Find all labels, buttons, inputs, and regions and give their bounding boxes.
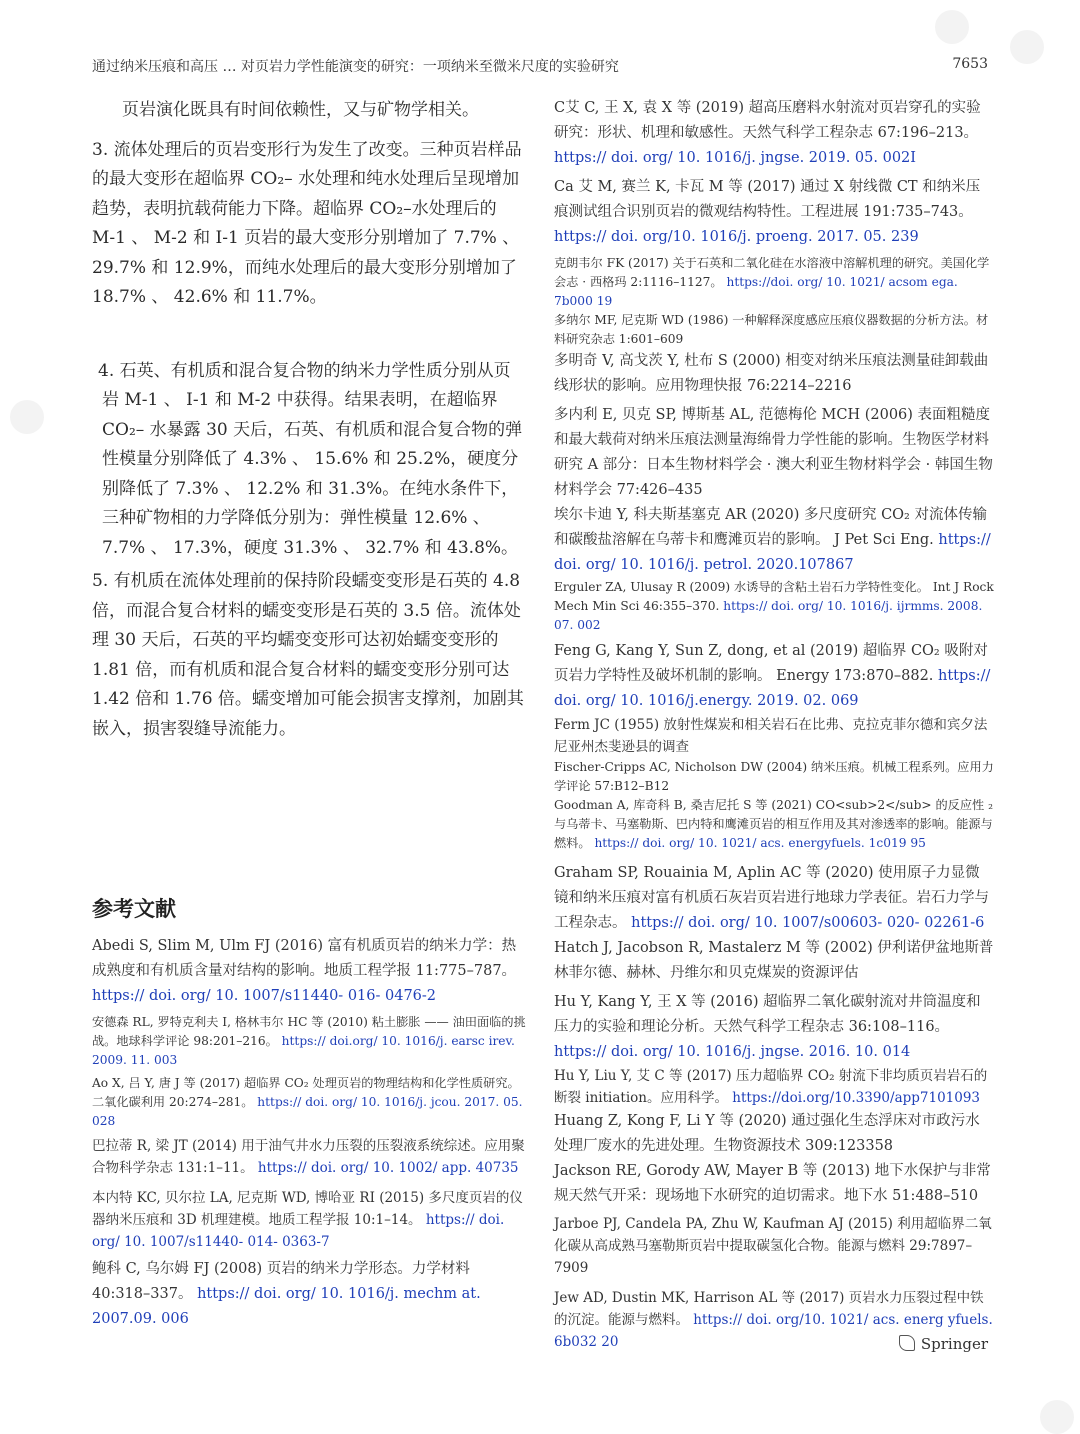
reference-item: 多纳尔 MF, 尼克斯 WD (1986) 一种解释深度感应压痕仪器数据的分析方法。材料研究杂志 1:601–609: [554, 313, 989, 346]
reference-item: Jackson RE, Gorody AW, Mayer B 等 (2013) 地下水保护与非常规天然气开采：现场地下水研究的迫切需求。地下水 51:488–510: [554, 1163, 991, 1204]
doi-link[interactable]: https:// doi.org/ 10. 1016/j. earsc irev. 2009. 11. 003: [92, 1034, 515, 1067]
reference-item: Abedi S, Slim M, Ulm FJ (2016) 富有机质页岩的纳米力学：热成熟度和有机质含量对结构的影响。地质工程学报 11:775–787。 https:// doi. org/ 10. 1007/s11440- 016- 0476-2: [92, 938, 517, 1004]
doi-link[interactable]: https://doi.org/10.3390/app7101093: [732, 1090, 981, 1106]
running-header: [92, 56, 988, 80]
conclusions-column: [92, 96, 524, 744]
reference-item: 本内特 KC, 贝尔拉 LA, 尼克斯 WD, 博哈亚 RI (2015) 多尺度页岩的仪器纳米压痕和 3D 机理建模。地质工程学报 10:1–14。 https:// doi. org/ 10. 1007/s11440- 014- 0363-7: [92, 1190, 523, 1250]
conclusion-paragraph: 4. 石英、有机质和混合复合物的纳米力学性质分别从页岩 M-1 、 I-1 和 M-2 中获得。结果表明，在超临界 CO₂– 水暴露 30 天后，石英、有机质和混合复合物的弹性模量分别降低了 4.3% 、 15.6% 和 25.2%，硬度分别降低了 7.3% 、 12.2% 和 31.3%。在纯水条件下，三种矿物相的力学降低分别为：弹性模量 12.6% 、 7.7% 、 17.3%，硬度 31.3% 、 32.7% 和 43.8%。: [98, 360, 523, 558]
reference-item: 安德森 RL, 罗特克利夫 I, 格林韦尔 HC 等 (2010) 粘土膨胀 —— 油田面临的挑战。地球科学评论 98:201–216。 https:// doi.org/ 10. 1016/j. earsc irev. 2009. 11. 003: [92, 1015, 526, 1067]
conclusion-paragraph: 3. 流体处理后的页岩变形行为发生了改变。三种页岩样品的最大变形在超临界 CO₂– 水处理和纯水处理后呈现增加趋势，表明抗载荷能力下降。超临界 CO₂–水处理后的 M-1 、 M-2 和 I-1 页岩的最大变形分别增加了 7.7% 、 29.7% 和 12.9%，而纯水处理后的最大变形分别增加了 18.7% 、 42.6% 和 11.7%。: [92, 139, 522, 307]
reference-item: Graham SP, Rouainia M, Aplin AC 等 (2020) 使用原子力显微镜和纳米压痕对富有机质石灰岩页岩进行地球力学表征。岩石力学与工程杂志。 https:// doi. org/ 10. 1007/s00603- 020- 02261-6: [554, 865, 989, 931]
reference-item: Feng G, Kang Y, Sun Z, dong, et al (2019) 超临界 CO₂ 吸附对页岩力学特性及破坏机制的影响。 Energy 173:870–882. https:// doi. org/ 10. 1016/j.energy. 2019. 02. 069: [554, 643, 991, 709]
reference-item: 多明奇 V, 高戈茨 Y, 杜布 S (2000) 相变对纳米压痕法测量硅卸载曲线形状的影响。应用物理快报 76:2214–2216: [554, 353, 989, 394]
reference-item: Jarboe PJ, Candela PA, Zhu W, Kaufman AJ (2015) 利用超临界二氧化碳从高成熟马塞勒斯页岩中提取碳氢化合物。能源与燃料 29:7897–7909: [554, 1216, 992, 1276]
reference-item: Hatch J, Jacobson R, Mastalerz M 等 (2002) 伊利诺伊盆地斯普林菲尔德、赫林、丹维尔和贝克煤炭的资源评估: [554, 940, 994, 981]
doi-link[interactable]: https:// doi. org/ 10. 1007/s11440- 016- 0476-2: [92, 988, 437, 1004]
doi-link[interactable]: https:// doi. org/ 10. 1007/s11440- 014- 0363-7: [92, 1212, 505, 1250]
reference-item: Jew AD, Dustin MK, Harrison AL 等 (2017) 页岩水力压裂过程中铁的沉淀。能源与燃料。 https:// doi. org/10. 1021/ acs. energ yfuels. 6b032 20: [554, 1290, 993, 1350]
watermark-icon: [10, 400, 44, 434]
references-heading: 参考文献: [92, 896, 176, 921]
doi-link[interactable]: https:// doi. org/ 10. 1016/j. jcou. 2017. 05. 028: [92, 1095, 523, 1128]
references-left-column: [92, 934, 528, 1332]
reference-item: Fischer-Cripps AC, Nicholson DW (2004) 纳米压痕。机械工程系列。应用力学评论 57:B12–B12: [554, 760, 994, 793]
reference-item: Ao X, 吕 Y, 唐 J 等 (2017) 超临界 CO₂ 处理页岩的物理结构和化学性质研究。二氧化碳利用 20:274–281。 https:// doi. org/ 10. 1016/j. jcou. 2017. 05. 028: [92, 1076, 523, 1128]
watermark-icon: [935, 10, 969, 44]
doi-link[interactable]: https:// doi. org/ 10. 1016/j. mechm at. 2007.09. 006: [92, 1286, 481, 1327]
reference-item: 多内利 E, 贝克 SP, 博斯基 AL, 范德梅伦 MCH (2006) 表面粗糙度和最大载荷对纳米压痕法测量海绵骨力学性能的影响。生物医学材料研究 A 部分：日本生物材料学会 · 澳大利亚生物材料学会 · 韩国生物材料学会 77:426–435: [554, 407, 993, 498]
doi-link[interactable]: https:// doi. org/ 10. 1016/j. jngse. 2019. 05. 002I: [554, 150, 917, 166]
doi-link[interactable]: https:// doi. org/ 10. 1021/ acs. energyfuels. 1c019 95: [594, 836, 926, 850]
doi-link[interactable]: https:// doi. org/ 10. 1016/j. petrol. 2020.107867: [554, 532, 991, 573]
springer-logo-icon: [899, 1335, 915, 1351]
publisher-footer: [899, 1335, 988, 1353]
reference-item: 埃尔卡迪 Y, 科夫斯基塞克 AR (2020) 多尺度研究 CO₂ 对流体传输和碳酸盐溶解在乌蒂卡和鹰滩页岩的影响。 J Pet Sci Eng. https:// doi. org/ 10. 1016/j. petrol. 2020.107867: [554, 507, 991, 573]
running-title: 通过纳米压痕和高压 … 对页岩力学性能演变的研究：一项纳米至微米尺度的实验研究: [92, 59, 619, 75]
reference-item: Hu Y, Kang Y, 王 X 等 (2016) 超临界二氧化碳射流对井筒温度和压力的实验和理论分析。天然气科学工程杂志 36:108–116。 https:// doi. org/ 10. 1016/j. jngse. 2016. 10. 014: [554, 994, 981, 1060]
doi-link[interactable]: https:// doi. org/ 10. 1016/j. jngse. 2016. 10. 014: [554, 1044, 911, 1060]
reference-item: Hu Y, Liu Y, 艾 C 等 (2017) 压力超临界 CO₂ 射流下非均质页岩岩石的断裂 initiation。应用科学。 https://doi.org/10.3390/app7101093: [554, 1068, 988, 1106]
doi-link[interactable]: https:// doi. org/ 10. 1002/ app. 40735: [257, 1160, 519, 1176]
reference-item: Ferm JC (1955) 放射性煤炭和相关岩石在比弗、克拉克菲尔德和宾夕法尼亚州杰斐逊县的调查: [554, 717, 988, 755]
reference-item: C艾 C, 王 X, 袁 X 等 (2019) 超高压磨料水射流对页岩穿孔的实验研究：形状、机理和敏感性。天然气科学工程杂志 67:196–213。 https:// doi. org/ 10. 1016/j. jngse. 2019. 05. 002I: [554, 100, 981, 166]
conclusion-paragraph: 页岩演化既具有时间依赖性，又与矿物学相关。: [122, 100, 479, 120]
reference-item: Ca 艾 M, 赛兰 K, 卡瓦 M 等 (2017) 通过 X 射线微 CT 和纳米压痕测试组合识别页岩的微观结构特性。工程进展 191:735–743。 https:// doi. org/10. 1016/j. proeng. 2017. 05. 239: [554, 179, 981, 245]
doi-link[interactable]: https://doi. org/ 10. 1021/ acsom ega. 7b000 19: [554, 275, 958, 308]
reference-item: Goodman A, 库奇科 B, 桑吉尼托 S 等 (2021) CO<sub>2</sub> 的反应性 ₂ 与乌蒂卡、马塞勒斯、巴内特和鹰滩页岩的相互作用及其对渗透率的影响。能源与燃料。 https:// doi. org/ 10. 1021/ acs. energyfuels. 1c019 95: [554, 798, 993, 850]
doi-link[interactable]: https:// doi. org/ 10. 1016/j. ijrmms. 2008. 07. 002: [554, 599, 983, 632]
reference-item: 巴拉蒂 R, 梁 JT (2014) 用于油气井水力压裂的压裂液系统综述。应用聚合物科学杂志 131:1–11。 https:// doi. org/ 10. 1002/ app. 40735: [92, 1138, 525, 1176]
conclusion-paragraph: 5. 有机质在流体处理前的保持阶段蠕变变形是石英的 4.8 倍，而混合复合材料的蠕变变形是石英的 3.5 倍。流体处理 30 天后，石英的平均蠕变变形可达初始蠕变变形的 1.81 倍，而有机质和混合复合材料的蠕变变形分别可达 1.42 倍和 1.76 倍。蠕变增加可能会损害支撑剂，加剧其嵌入，损害裂缝导流能力。: [92, 571, 524, 739]
doi-link[interactable]: https:// doi. org/10. 1016/j. proeng. 2017. 05. 239: [554, 229, 919, 245]
reference-item: Erguler ZA, Ulusay R (2009) 水诱导的含粘土岩石力学特性变化。 Int J Rock Mech Min Sci 46:355–370. https:// doi. org/ 10. 1016/j. ijrmms. 2008. 07. 002: [554, 580, 994, 632]
watermark-icon: [1040, 1400, 1074, 1434]
doi-link[interactable]: https:// doi. org/ 10. 1016/j.energy. 2019. 02. 069: [554, 668, 991, 709]
publisher-name: Springer: [920, 1335, 988, 1353]
reference-item: 鲍科 C, 乌尔姆 FJ (2008) 页岩的纳米力学形态。力学材料 40:318–337。 https:// doi. org/ 10. 1016/j. mechm at. 2007.09. 006: [92, 1261, 481, 1327]
page-number: 7653: [952, 56, 988, 72]
doi-link[interactable]: https:// doi. org/10. 1021/ acs. energ yfuels. 6b032 20: [554, 1312, 993, 1350]
reference-item: Huang Z, Kong F, Li Y 等 (2020) 通过强化生态浮床对市政污水处理厂废水的先进处理。生物资源技术 309:123358: [554, 1113, 980, 1154]
references-right-column: [554, 96, 994, 1353]
reference-item: 克朗韦尔 FK (2017) 关于石英和二氧化硅在水溶液中溶解机理的研究。美国化学会志 · 西格玛 2:1116–1127。 https://doi. org/ 10. 1021/ acsom ega. 7b000 19: [554, 256, 990, 308]
doi-link[interactable]: https:// doi. org/ 10. 1007/s00603- 020- 02261-6: [631, 915, 985, 931]
watermark-icon: [1010, 30, 1044, 64]
